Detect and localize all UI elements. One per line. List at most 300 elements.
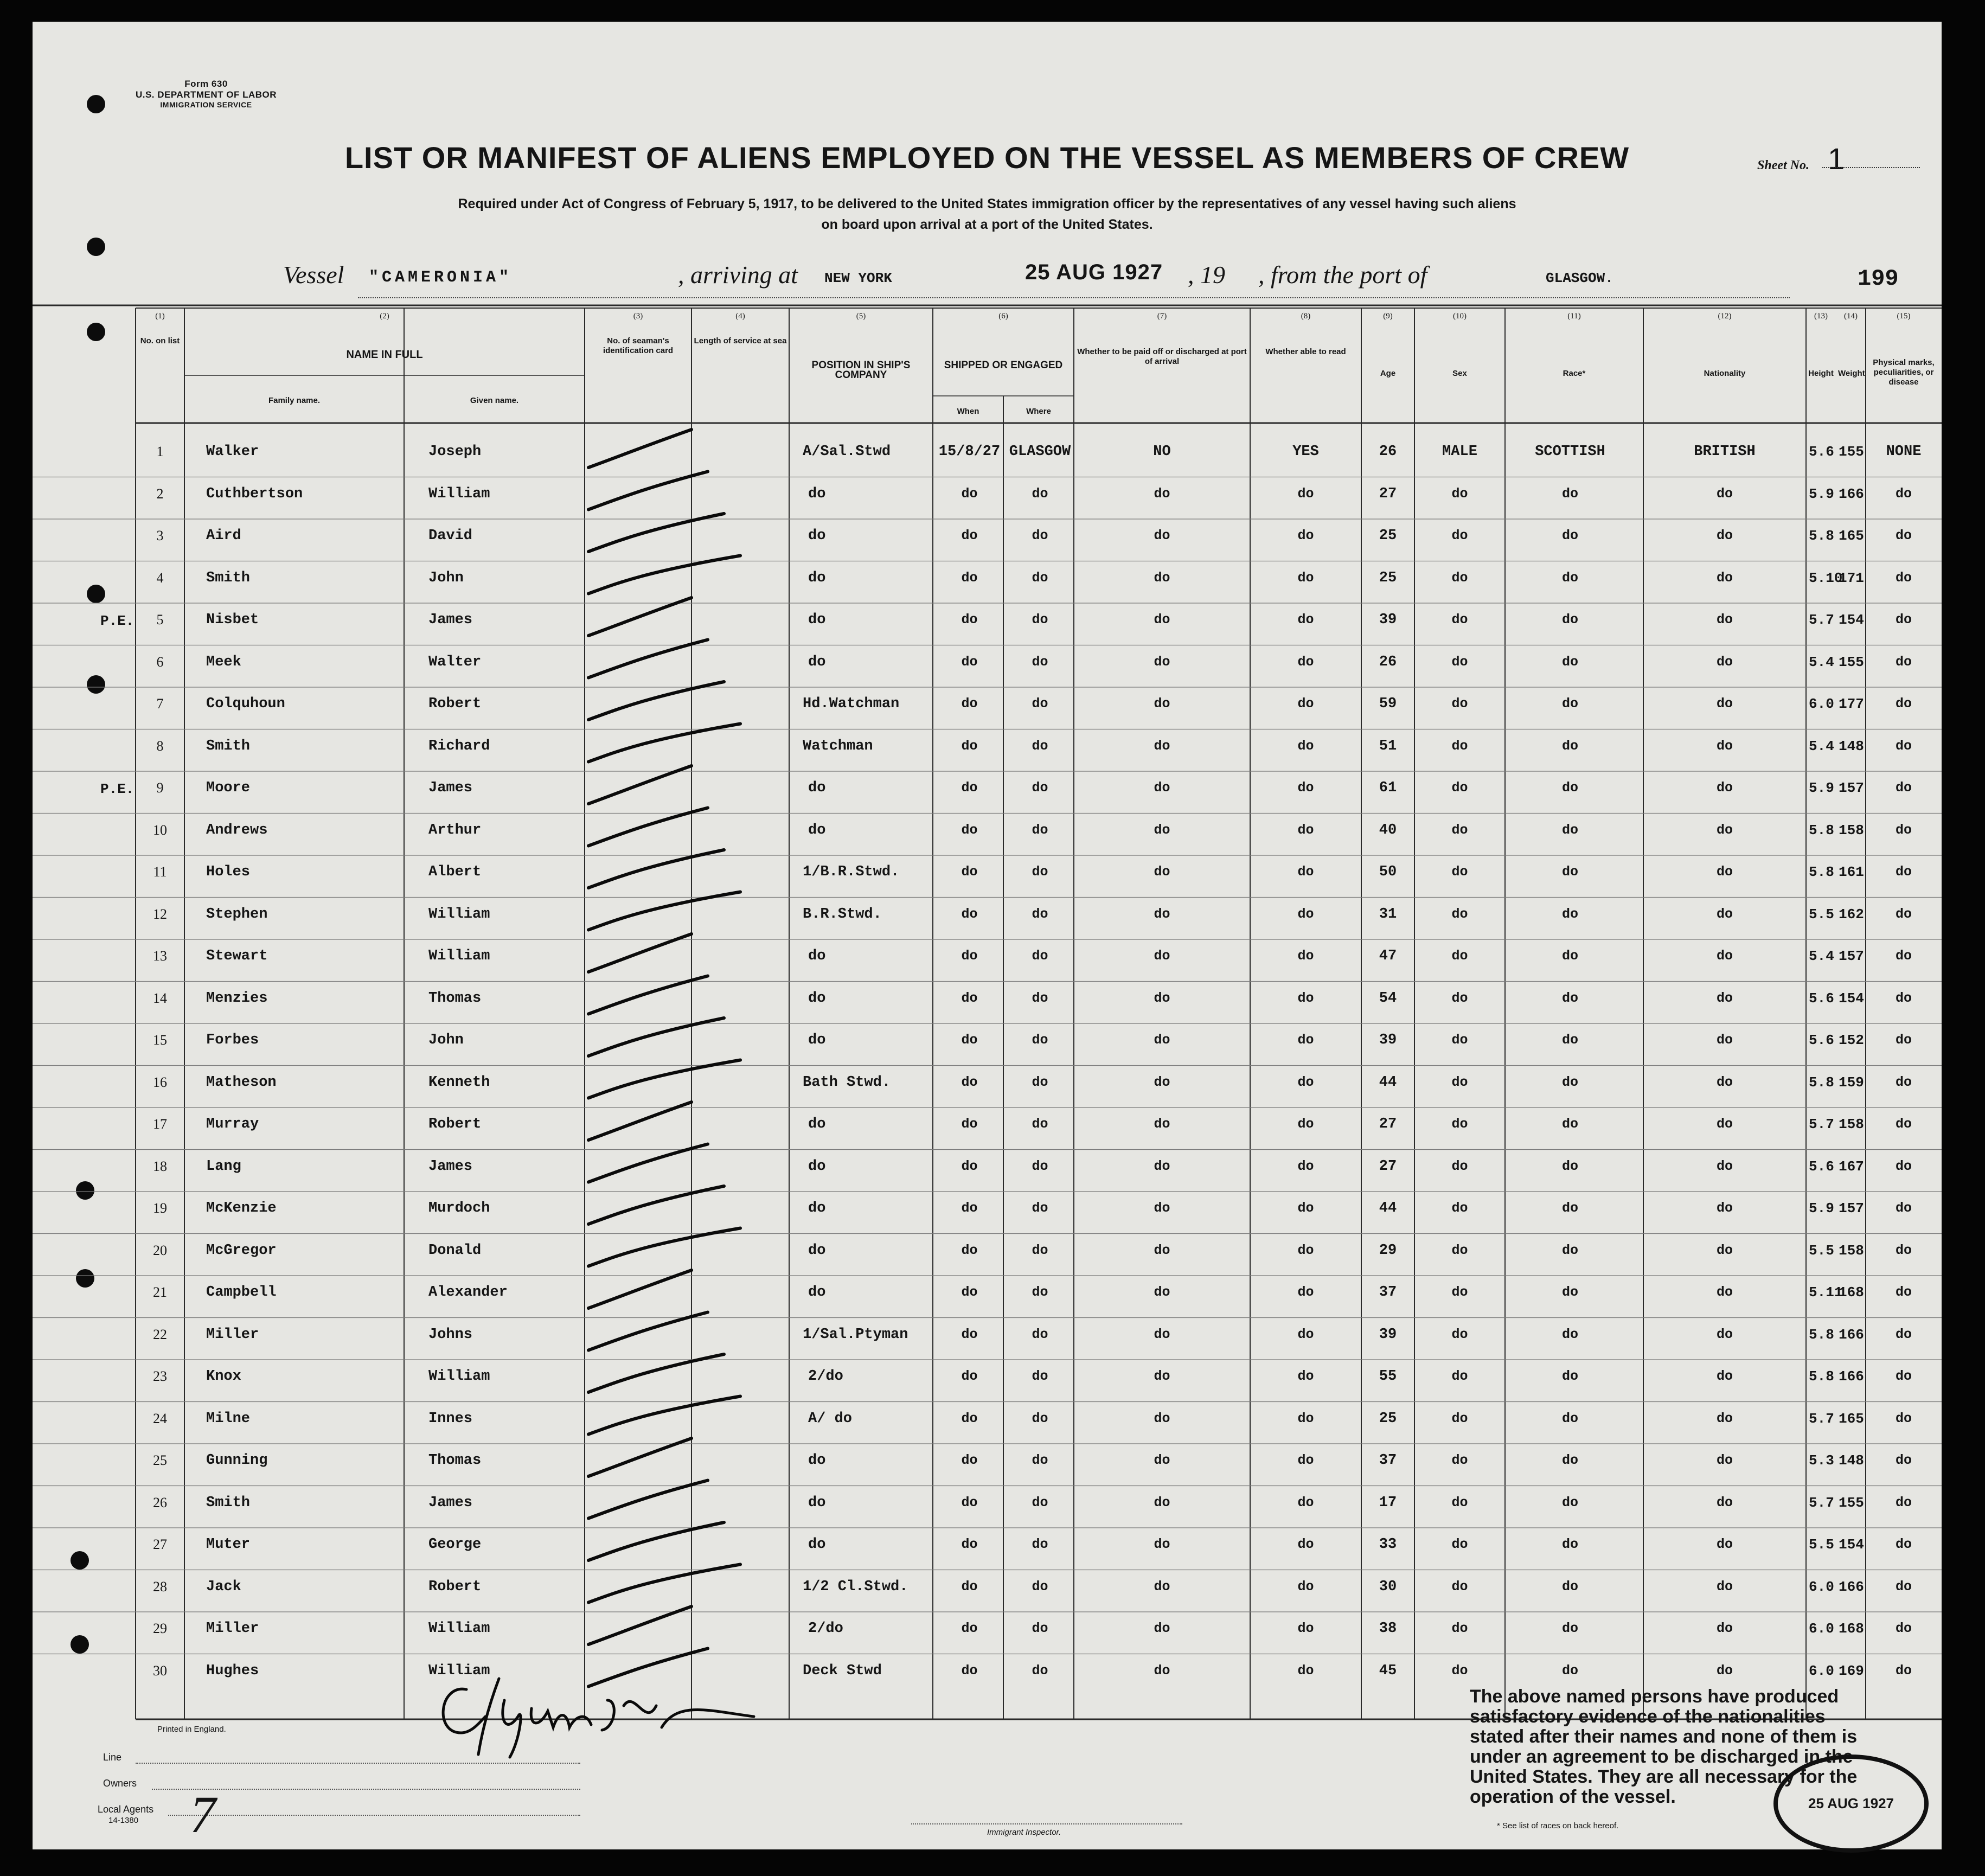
physical-marks: do (1895, 612, 1912, 628)
family-name: Matheson (206, 1074, 277, 1091)
family-name: Campbell (206, 1284, 277, 1301)
given-name: Thomas (428, 1452, 482, 1469)
subtitle-2: on board upon arrival at a port of the United States. (821, 217, 1153, 232)
family-name: Nisbet (206, 612, 259, 628)
shipped-where: do (1032, 864, 1048, 880)
position: 2/do (808, 1621, 843, 1637)
family-name: Smith (206, 569, 251, 586)
position: 1/Sal.Ptyman (803, 1326, 908, 1343)
weight: 157 (1839, 780, 1864, 796)
sex: do (1451, 1284, 1468, 1300)
shipped-when: do (961, 528, 978, 543)
age: 37 (1379, 1452, 1397, 1469)
weight: 158 (1839, 1116, 1864, 1132)
nationality: do (1716, 1621, 1733, 1636)
weight: 158 (1839, 822, 1864, 838)
position: do (808, 1536, 826, 1553)
position: do (808, 990, 826, 1007)
position: Watchman (803, 738, 873, 754)
race: do (1561, 1368, 1578, 1384)
row-number: 11 (153, 864, 167, 880)
nationality: do (1716, 822, 1733, 838)
race: do (1561, 906, 1578, 922)
position: B.R.Stwd. (803, 906, 882, 923)
sex: do (1451, 1116, 1468, 1132)
arriving-label: , arriving at (678, 261, 798, 289)
weight: 152 (1839, 1032, 1864, 1048)
race: do (1561, 1200, 1578, 1216)
sex: do (1451, 1578, 1468, 1595)
owners-underline (152, 1789, 580, 1790)
shipped-where: do (1032, 1621, 1048, 1636)
page-number: 199 (1858, 266, 1899, 292)
weight: 154 (1839, 612, 1864, 628)
nationality: do (1716, 696, 1733, 712)
paid-off: do (1154, 1242, 1170, 1258)
nationality: do (1716, 1074, 1733, 1090)
form-department: U.S. DEPARTMENT OF LABOR (135, 89, 277, 100)
row-number: 20 (153, 1242, 167, 1258)
column-header-family-name: Family name. (268, 396, 321, 405)
row-number: 17 (153, 1116, 167, 1132)
column-number: (1) (155, 312, 165, 321)
given-name: David (428, 528, 473, 544)
nationality: do (1716, 738, 1733, 754)
row-number: 9 (156, 780, 164, 796)
shipped-where: do (1032, 1242, 1048, 1258)
sex: do (1451, 528, 1468, 543)
shipped-when: do (961, 1116, 978, 1132)
vessel-label: Vessel (283, 261, 344, 289)
nationality: do (1716, 948, 1733, 964)
column-number: (4) (735, 312, 745, 321)
nationality: do (1716, 1578, 1733, 1595)
position: Deck Stwd (803, 1662, 882, 1679)
shipped-when: do (961, 990, 978, 1006)
able-to-read: do (1297, 990, 1314, 1006)
family-name: Miller (206, 1621, 259, 1637)
sex: do (1451, 1494, 1468, 1510)
height: 5.8 (1809, 528, 1834, 544)
physical-marks: do (1895, 1494, 1912, 1510)
column-number: (5) (856, 312, 866, 321)
age: 30 (1379, 1578, 1397, 1595)
race: do (1561, 1032, 1578, 1048)
family-name: Walker (206, 444, 259, 460)
weight: 165 (1839, 528, 1864, 544)
race: do (1561, 1662, 1578, 1679)
position: do (808, 1284, 826, 1301)
able-to-read: do (1297, 738, 1314, 754)
physical-marks: do (1895, 780, 1912, 796)
weight: 166 (1839, 1578, 1864, 1595)
inspector-underline (911, 1823, 1182, 1824)
arriving-port: NEW YORK (824, 270, 892, 286)
family-name: Hughes (206, 1662, 259, 1679)
manifest-grid (33, 22, 1942, 1849)
height: 5.7 (1809, 612, 1834, 628)
physical-marks: do (1895, 990, 1912, 1006)
family-name: Smith (206, 738, 251, 754)
sex: do (1451, 612, 1468, 628)
given-name: John (428, 1032, 464, 1048)
column-header-c1: No. on list (140, 336, 180, 345)
nationality: BRITISH (1694, 444, 1756, 460)
paid-off: do (1154, 1662, 1170, 1679)
form-code: 14-1380 (108, 1816, 139, 1825)
able-to-read: do (1297, 1326, 1314, 1342)
row-number: 14 (153, 990, 167, 1006)
weight: 155 (1839, 1494, 1864, 1511)
shipped-when: do (961, 1200, 978, 1216)
owners-label: Owners (103, 1778, 137, 1789)
able-to-read: do (1297, 1116, 1314, 1132)
family-name: Moore (206, 780, 251, 796)
paid-off: do (1154, 822, 1170, 838)
able-to-read: do (1297, 1410, 1314, 1426)
nationality: do (1716, 1662, 1733, 1679)
height: 5.5 (1809, 906, 1834, 923)
shipped-where: do (1032, 1368, 1048, 1384)
shipped-where: do (1032, 738, 1048, 754)
shipped-where: do (1032, 654, 1048, 670)
column-header-c13: Height (1808, 369, 1834, 378)
row-number: 1 (156, 444, 164, 459)
age: 54 (1379, 990, 1397, 1007)
able-to-read: do (1297, 1284, 1314, 1300)
able-to-read: do (1297, 1032, 1314, 1048)
row-number: 19 (153, 1200, 167, 1216)
age: 50 (1379, 864, 1397, 880)
position: A/ do (808, 1410, 853, 1427)
position: do (808, 822, 826, 838)
family-name: McGregor (206, 1242, 277, 1259)
able-to-read: do (1297, 1368, 1314, 1384)
shipped-when: do (961, 1242, 978, 1258)
age: 44 (1379, 1074, 1397, 1091)
paid-off: do (1154, 906, 1170, 922)
form-number: Form 630 (184, 79, 228, 89)
position: do (808, 1494, 826, 1511)
given-name: Thomas (428, 990, 482, 1007)
physical-marks: do (1895, 906, 1912, 922)
shipped-when: 15/8/27 (938, 444, 1001, 460)
paid-off: do (1154, 864, 1170, 880)
shipped-where: do (1032, 906, 1048, 922)
row-number: 7 (156, 696, 164, 712)
physical-marks: do (1895, 1410, 1912, 1426)
shipped-where: do (1032, 990, 1048, 1006)
weight: 166 (1839, 1326, 1864, 1343)
nationality: do (1716, 1410, 1733, 1426)
weight: 154 (1839, 1536, 1864, 1553)
age: 27 (1379, 1158, 1397, 1175)
given-name: James (428, 612, 473, 628)
position: 1/B.R.Stwd. (803, 864, 900, 880)
weight: 165 (1839, 1410, 1864, 1427)
physical-marks: do (1895, 738, 1912, 754)
given-name: John (428, 569, 464, 586)
age: 61 (1379, 780, 1397, 796)
able-to-read: do (1297, 1242, 1314, 1258)
weight: 177 (1839, 696, 1864, 712)
weight: 159 (1839, 1074, 1864, 1091)
family-name: Aird (206, 528, 241, 544)
shipped-when: do (961, 1410, 978, 1426)
column-number: (3) (633, 312, 643, 321)
shipped-where: do (1032, 780, 1048, 796)
weight: 157 (1839, 948, 1864, 964)
shipped-where: do (1032, 822, 1048, 838)
given-name: Arthur (428, 822, 482, 838)
margin-note: P.E. (100, 781, 135, 797)
sex: do (1451, 738, 1468, 754)
able-to-read: do (1297, 696, 1314, 712)
able-to-read: do (1297, 1578, 1314, 1595)
age: 26 (1379, 444, 1397, 460)
race: do (1561, 738, 1578, 754)
age: 26 (1379, 654, 1397, 670)
able-to-read: YES (1292, 444, 1319, 460)
column-header-c8: Whether able to read (1265, 347, 1346, 356)
physical-marks: do (1895, 948, 1912, 964)
sex: do (1451, 1200, 1468, 1216)
sex: do (1451, 1326, 1468, 1342)
position: do (808, 1116, 826, 1132)
physical-marks: do (1895, 696, 1912, 712)
family-name: Gunning (206, 1452, 268, 1469)
race: do (1561, 654, 1578, 670)
sex: do (1451, 1032, 1468, 1048)
height: 6.0 (1809, 1662, 1834, 1679)
given-name: Robert (428, 1578, 482, 1595)
weight: 157 (1839, 1200, 1864, 1216)
margin-note: P.E. (100, 613, 135, 629)
position: do (808, 1200, 826, 1216)
family-name: Stephen (206, 906, 268, 923)
position: do (808, 1242, 826, 1259)
able-to-read: do (1297, 780, 1314, 796)
height: 5.5 (1809, 1242, 1834, 1259)
weight: 168 (1839, 1284, 1864, 1301)
position: do (808, 654, 826, 670)
shipped-when: do (961, 654, 978, 670)
height: 5.6 (1809, 1158, 1834, 1175)
nationality: do (1716, 1158, 1733, 1174)
shipped-when: do (961, 1536, 978, 1552)
family-name: Cuthbertson (206, 485, 303, 502)
weight: 148 (1839, 1452, 1864, 1469)
race: do (1561, 1116, 1578, 1132)
position: do (808, 948, 826, 964)
age: 27 (1379, 485, 1397, 502)
position: do (808, 569, 826, 586)
shipped-where: do (1032, 1536, 1048, 1552)
able-to-read: do (1297, 528, 1314, 543)
age: 29 (1379, 1242, 1397, 1259)
physical-marks: do (1895, 1621, 1912, 1636)
paid-off: do (1154, 990, 1170, 1006)
given-name: Joseph (428, 444, 482, 460)
race: do (1561, 1410, 1578, 1426)
row-number: 26 (153, 1494, 167, 1510)
physical-marks: do (1895, 1284, 1912, 1300)
column-number: (9) (1383, 312, 1393, 321)
given-name: George (428, 1536, 482, 1553)
shipped-when: do (961, 864, 978, 880)
paid-off: do (1154, 1536, 1170, 1552)
able-to-read: do (1297, 1158, 1314, 1174)
row-number: 12 (153, 906, 167, 922)
race: do (1561, 822, 1578, 838)
column-number: (8) (1301, 312, 1311, 321)
race: do (1561, 780, 1578, 796)
column-number: (15) (1897, 312, 1911, 321)
row-number: 13 (153, 948, 167, 964)
family-name: Muter (206, 1536, 251, 1553)
physical-marks: do (1895, 1074, 1912, 1090)
height: 5.8 (1809, 822, 1834, 838)
weight: 148 (1839, 738, 1864, 754)
age: 31 (1379, 906, 1397, 923)
age: 51 (1379, 738, 1397, 754)
paid-off: do (1154, 696, 1170, 712)
sex: do (1451, 1242, 1468, 1258)
paid-off: do (1154, 654, 1170, 670)
weight: 155 (1839, 444, 1864, 460)
sex: do (1451, 569, 1468, 586)
position: do (808, 612, 826, 628)
row-number: 23 (153, 1368, 167, 1384)
able-to-read: do (1297, 864, 1314, 880)
height: 5.9 (1809, 780, 1834, 796)
from-port: GLASGOW. (1546, 270, 1613, 286)
paid-off: do (1154, 948, 1170, 964)
height: 5.4 (1809, 948, 1834, 964)
row-number: 22 (153, 1326, 167, 1342)
column-header-given-name: Given name. (470, 396, 519, 405)
able-to-read: do (1297, 485, 1314, 502)
height: 5.5 (1809, 1536, 1834, 1553)
race: do (1561, 1326, 1578, 1342)
column-number: (2) (380, 312, 389, 321)
paid-off: NO (1153, 444, 1171, 460)
vessel-name: "CAMERONIA" (369, 268, 513, 287)
height: 5.8 (1809, 864, 1834, 880)
given-name: William (428, 1621, 490, 1637)
family-name: McKenzie (206, 1200, 277, 1216)
race: do (1561, 485, 1578, 502)
height: 5.9 (1809, 485, 1834, 502)
age: 37 (1379, 1284, 1397, 1301)
column-header-c5: POSITION IN SHIP'S COMPANY (811, 360, 911, 381)
subtitle-1: Required under Act of Congress of February 5, 1917, to be delivered to the United States immigration officer by the representatives of any vessel having such aliens (458, 196, 1516, 212)
height: 5.8 (1809, 1326, 1834, 1343)
column-header-c10: Sex (1452, 369, 1467, 378)
sex: do (1451, 864, 1468, 880)
age: 44 (1379, 1200, 1397, 1216)
weight: 169 (1839, 1662, 1864, 1679)
age: 25 (1379, 1410, 1397, 1427)
column-number: (12) (1718, 312, 1732, 321)
position: do (808, 485, 826, 502)
sex: do (1451, 780, 1468, 796)
column-header-when: When (957, 407, 979, 416)
sex: do (1451, 654, 1468, 670)
given-name: James (428, 1494, 473, 1511)
paid-off: do (1154, 1410, 1170, 1426)
shipped-where: do (1032, 1326, 1048, 1342)
master-signature (428, 1668, 765, 1765)
shipped-where: do (1032, 1158, 1048, 1174)
nationality: do (1716, 1116, 1733, 1132)
height: 5.4 (1809, 738, 1834, 754)
given-name: Murdoch (428, 1200, 490, 1216)
weight: 154 (1839, 990, 1864, 1007)
shipped-where: do (1032, 612, 1048, 628)
nationality: do (1716, 1284, 1733, 1300)
age: 25 (1379, 528, 1397, 544)
given-name: James (428, 780, 473, 796)
given-name: Donald (428, 1242, 482, 1259)
height: 5.8 (1809, 1368, 1834, 1385)
physical-marks: do (1895, 654, 1912, 670)
age: 39 (1379, 1326, 1397, 1343)
shipped-when: do (961, 780, 978, 796)
height: 5.11 (1809, 1284, 1843, 1301)
physical-marks: do (1895, 1326, 1912, 1342)
given-name: James (428, 1158, 473, 1175)
column-header-c3: No. of seaman's identification card (603, 336, 674, 355)
line-label: Line (103, 1752, 122, 1763)
paid-off: do (1154, 612, 1170, 628)
given-name: William (428, 906, 490, 923)
age: 55 (1379, 1368, 1397, 1385)
row-number: 16 (153, 1074, 167, 1090)
family-name: Forbes (206, 1032, 259, 1048)
paid-off: do (1154, 569, 1170, 586)
family-name: Knox (206, 1368, 241, 1385)
race: do (1561, 1074, 1578, 1090)
paid-off: do (1154, 780, 1170, 796)
shipped-when: do (961, 1284, 978, 1300)
form-service: IMMIGRATION SERVICE (160, 100, 252, 109)
physical-marks: do (1895, 569, 1912, 586)
column-header-c7: Whether to be paid off or discharged at port of arrival (1077, 347, 1247, 366)
given-name: Walter (428, 654, 482, 670)
nationality: do (1716, 569, 1733, 586)
paid-off: do (1154, 1032, 1170, 1048)
race: do (1561, 569, 1578, 586)
given-name: Innes (428, 1410, 473, 1427)
shipped-when: do (961, 1452, 978, 1468)
shipped-when: do (961, 1494, 978, 1510)
family-name: Miller (206, 1326, 259, 1343)
paid-off: do (1154, 1158, 1170, 1174)
family-name: Menzies (206, 990, 268, 1007)
family-name: Holes (206, 864, 251, 880)
row-number: 3 (156, 528, 164, 543)
able-to-read: do (1297, 569, 1314, 586)
race: do (1561, 1578, 1578, 1595)
column-number: (14) (1844, 312, 1858, 321)
race: do (1561, 1284, 1578, 1300)
statement: The above named persons have produced satisfactory evidence of the nationalities stated after their names and none of them is under an agreement to be discharged in the United States. They are all necessary for the operation of the vessel. (1470, 1686, 1858, 1807)
paid-off: do (1154, 1494, 1170, 1510)
position: 2/do (808, 1368, 843, 1385)
given-name: William (428, 485, 490, 502)
column-number: (7) (1157, 312, 1167, 321)
